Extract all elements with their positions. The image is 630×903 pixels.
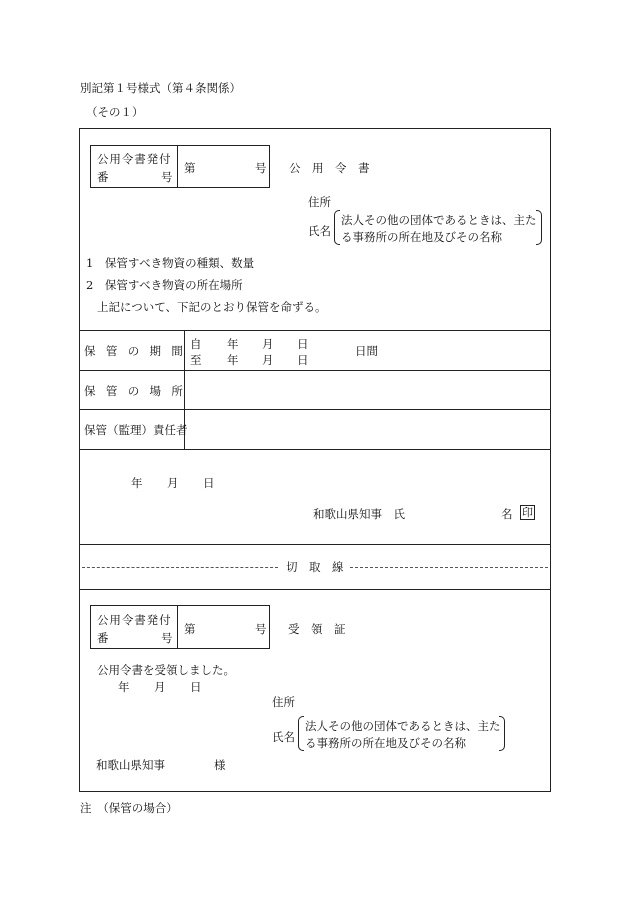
- order-corp-note-1: 法人その他の団体であるときは、主た: [341, 213, 537, 227]
- receipt-title: 受 領 証: [288, 622, 346, 636]
- order-item-2: 2 保管すべき物資の所在場所: [86, 278, 243, 292]
- order-item-1: 1 保管すべき物資の種類、数量: [86, 256, 255, 270]
- receipt-corp-note-1: 法人その他の団体であるときは、主た: [305, 719, 501, 733]
- signature-day: 日: [203, 476, 215, 490]
- table-line: [79, 409, 551, 410]
- seal-stamp: 印: [522, 506, 533, 519]
- period-to-month: 月: [262, 353, 274, 367]
- receipt-address-label: 住所: [272, 695, 295, 709]
- order-number-label-go: 号: [161, 170, 173, 184]
- period-to: 至: [190, 353, 202, 367]
- period-from-year: 年: [227, 337, 239, 351]
- cut-line-right: [350, 567, 548, 568]
- order-bracket-right: [536, 210, 542, 245]
- table-line: [79, 330, 551, 331]
- signature-governor: 和歌山県知事 氏: [313, 507, 405, 521]
- receipt-bracket-left: [298, 716, 304, 751]
- receipt-name-label: 氏名: [272, 730, 295, 744]
- order-address-label: 住所: [308, 195, 331, 209]
- section-line: [79, 589, 551, 590]
- receipt-month: 月: [154, 680, 166, 694]
- receipt-day: 日: [190, 680, 202, 694]
- order-name-label: 氏名: [308, 224, 331, 238]
- receipt-sama: 様: [214, 758, 226, 772]
- period-to-day: 日: [297, 353, 309, 367]
- form-subtitle: （その１）: [86, 105, 144, 119]
- place-label: 保管の場所: [84, 384, 194, 398]
- receipt-received-text: 公用令書を受領しました。: [97, 663, 235, 677]
- cut-line-left: [82, 567, 278, 568]
- receipt-number-dai: 第: [184, 622, 196, 636]
- table-line: [79, 449, 551, 450]
- order-number-dai: 第: [184, 161, 196, 175]
- signature-year: 年: [131, 476, 143, 490]
- receipt-number-label: 公用令書発付: [97, 613, 172, 627]
- table-line: [79, 370, 551, 371]
- order-corp-note-2: る事務所の所在地及びその名称: [341, 230, 502, 244]
- manager-label: 保管（監理）責任者: [84, 423, 188, 437]
- order-title: 公 用 令 書: [289, 161, 370, 175]
- order-number-label: 公用令書発付: [97, 152, 172, 166]
- form-title: 別記第１号様式（第４条関係）: [80, 81, 241, 95]
- receipt-number-go: 号: [255, 622, 267, 636]
- period-from-day: 日: [297, 337, 309, 351]
- period-to-year: 年: [227, 353, 239, 367]
- order-number-label-ban: 番: [97, 170, 109, 184]
- footer-note: 注 （保管の場合）: [80, 801, 178, 815]
- period-days-suffix: 日間: [355, 344, 378, 358]
- period-from: 自: [190, 337, 202, 351]
- order-number-go: 号: [255, 161, 267, 175]
- receipt-corp-note-2: る事務所の所在地及びその名称: [305, 736, 466, 750]
- period-label: 保管の期間: [84, 344, 194, 358]
- order-bracket-left: [334, 210, 340, 245]
- signature-month: 月: [167, 476, 179, 490]
- cut-line-label: 切 取 線: [286, 560, 344, 574]
- section-line: [79, 544, 551, 545]
- order-command: 上記について、下記のとおり保管を命ずる。: [97, 300, 327, 314]
- signature-name-suffix: 名: [501, 507, 513, 521]
- receipt-addressee: 和歌山県知事: [96, 758, 165, 772]
- receipt-number-label-go: 号: [161, 631, 173, 645]
- receipt-year: 年: [118, 680, 130, 694]
- period-from-month: 月: [262, 337, 274, 351]
- receipt-number-label-ban: 番: [97, 631, 109, 645]
